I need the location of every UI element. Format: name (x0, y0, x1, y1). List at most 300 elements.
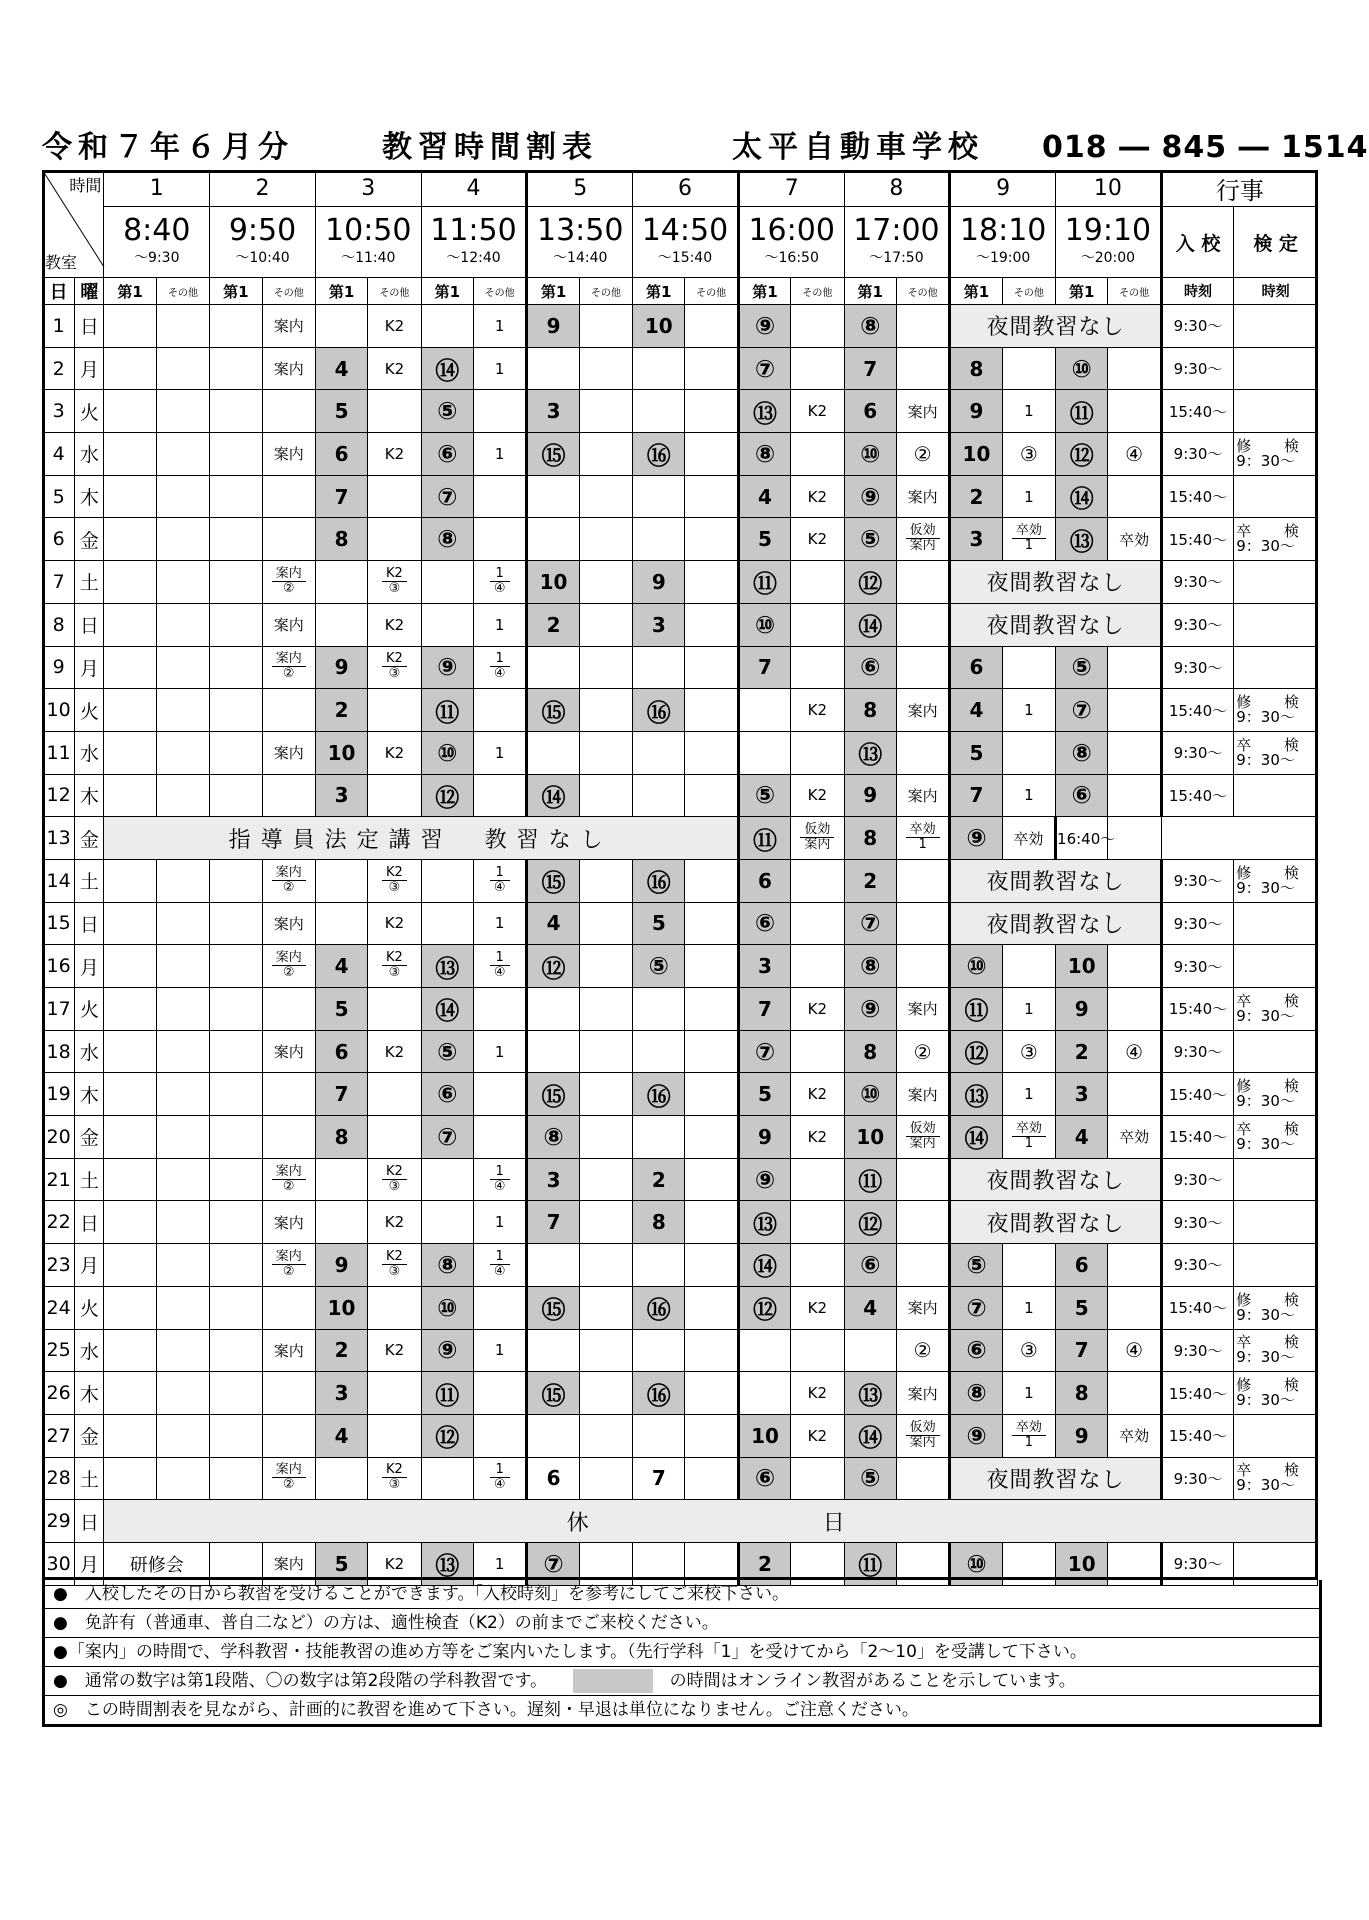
day-number: 9 (43, 646, 75, 689)
admit-time: 15:40～ (1161, 1073, 1234, 1116)
cell-room1 (104, 1073, 156, 1116)
period-number: 4 (421, 171, 527, 207)
cell-room1 (104, 390, 156, 433)
cell-room1: ⑮ (527, 859, 579, 902)
cell-room1: ⑫ (421, 774, 473, 817)
cell-other: 案内 (262, 1542, 315, 1585)
other-header: その他 (1108, 278, 1161, 305)
cell-room1 (527, 646, 579, 689)
cell-room1: 2 (1056, 1030, 1108, 1073)
cell-other (896, 1201, 949, 1244)
stacked-label: 仮効 案内 (800, 823, 834, 852)
day-of-week: 木 (75, 475, 104, 518)
period-start: 14:50 (641, 213, 729, 248)
cell-room1: ⑭ (844, 603, 896, 646)
cell-room1: ⑫ (1056, 433, 1108, 476)
cell-room1 (104, 774, 156, 817)
cell-room1: ⑬ (421, 1542, 473, 1585)
exam-header: 検 定 (1234, 207, 1318, 278)
day-number: 21 (43, 1158, 75, 1201)
cell-room1 (210, 433, 262, 476)
day-of-week: 木 (75, 1073, 104, 1116)
page-title (42, 128, 1369, 168)
cell-other: K2 (368, 347, 421, 390)
no-night-class: 夜間教習なし (950, 902, 1161, 945)
cell-other (579, 475, 632, 518)
cell-room1: ⑥ (738, 1457, 790, 1500)
cell-other (579, 1457, 632, 1500)
cell-other: ③ (1002, 433, 1055, 476)
cell-other (791, 1542, 844, 1585)
cell-room1 (210, 774, 262, 817)
cell-other: 1 (1002, 1372, 1055, 1415)
cell-other (791, 1244, 844, 1287)
admit-time: 9:30～ (1161, 305, 1234, 348)
stacked-label: 卒効 1 (1012, 1421, 1046, 1450)
day-of-week: 日 (75, 305, 104, 348)
cell-other (791, 1201, 844, 1244)
cell-other: 案内 (896, 774, 949, 817)
cell-other (156, 1116, 209, 1159)
cell-room1: 7 (1056, 1329, 1108, 1372)
cell-room1 (210, 988, 262, 1031)
day-number: 18 (43, 1030, 75, 1073)
cell-other (896, 518, 949, 561)
cell-other (156, 988, 209, 1031)
period-time (421, 207, 527, 278)
cell-other (368, 1158, 421, 1201)
cell-other (1108, 1286, 1161, 1329)
cell-room1: 6 (950, 646, 1002, 689)
table-row (43, 731, 1318, 774)
no-night-class: 夜間教習なし (950, 1201, 1161, 1244)
cell-room1: 10 (315, 1286, 367, 1329)
cell-other: 卒効 (1108, 1414, 1161, 1457)
cell-room1 (738, 1329, 790, 1372)
admit-time: 15:40～ (1161, 1116, 1234, 1159)
cell-room1 (210, 1030, 262, 1073)
cell-room1: 5 (633, 902, 685, 945)
cell-room1: ⑫ (738, 1286, 790, 1329)
cell-other (262, 1244, 315, 1287)
cell-other (896, 945, 949, 988)
cell-room1 (210, 305, 262, 348)
cell-room1 (104, 518, 156, 561)
cell-room1: ⑤ (421, 390, 473, 433)
period-end: ～16:50 (764, 250, 819, 266)
exam-time: 卒 検 9：30～ (1234, 518, 1318, 561)
cell-room1 (738, 689, 790, 732)
cell-other (579, 1201, 632, 1244)
period-start: 18:10 (959, 213, 1047, 248)
cell-other (262, 1372, 315, 1415)
cell-other (473, 689, 526, 732)
cell-room1: 7 (738, 988, 790, 1031)
table-row (43, 347, 1318, 390)
cell-room1: ⑤ (421, 1030, 473, 1073)
cell-room1 (104, 1244, 156, 1287)
admit-time: 15:40～ (1161, 518, 1234, 561)
period-end: ～20:00 (1080, 250, 1136, 266)
cell-other: ② (896, 433, 949, 476)
cell-other (685, 945, 738, 988)
cell-room1: 8 (950, 347, 1002, 390)
cell-room1: ⑥ (844, 646, 896, 689)
cell-room1: 6 (738, 859, 790, 902)
cell-other (685, 1542, 738, 1585)
cell-room1 (210, 1201, 262, 1244)
cell-other (368, 859, 421, 902)
cell-room1: ⑧ (738, 433, 790, 476)
table-row (43, 1158, 1318, 1201)
cell-other (1108, 1244, 1161, 1287)
cell-other: K2 (791, 1414, 844, 1457)
admit-time: 9:30～ (1161, 561, 1234, 604)
stacked-label: K2 ③ (382, 1463, 407, 1492)
timetable (42, 170, 1318, 1586)
cell-room1: 2 (950, 475, 1002, 518)
cell-room1: 2 (738, 1542, 790, 1585)
cell-other (579, 1073, 632, 1116)
cell-other: ② (896, 1329, 949, 1372)
cell-other (791, 1030, 844, 1073)
cell-room1: 9 (315, 1244, 367, 1287)
cell-room1: 2 (633, 1158, 685, 1201)
cell-other (156, 433, 209, 476)
cell-other: K2 (368, 902, 421, 945)
cell-room1: ⑭ (1056, 475, 1108, 518)
cell-room1: ⑭ (844, 1414, 896, 1457)
cell-room1: ⑭ (738, 1244, 790, 1287)
cell-room1: 7 (315, 475, 367, 518)
cell-room1 (421, 305, 473, 348)
cell-other (1002, 1116, 1055, 1159)
cell-room1: ⑯ (633, 433, 685, 476)
period-number: 8 (844, 171, 950, 207)
day-of-week: 土 (75, 859, 104, 902)
admit-time: 9:30～ (1161, 902, 1234, 945)
cell-other (156, 1457, 209, 1500)
cell-room1: ⑥ (950, 1329, 1002, 1372)
period-label: 時間 (69, 176, 102, 195)
cell-other (368, 1244, 421, 1287)
cell-room1: ⑨ (421, 646, 473, 689)
cell-room1: ⑧ (421, 518, 473, 561)
day-number: 15 (43, 902, 75, 945)
day-number: 20 (43, 1116, 75, 1159)
cell-room1 (315, 603, 367, 646)
cell-other (685, 561, 738, 604)
cell-room1 (527, 1414, 579, 1457)
period-number: 3 (315, 171, 421, 207)
cell-room1 (633, 1244, 685, 1287)
cell-other (1108, 731, 1161, 774)
cell-room1: 8 (844, 817, 896, 860)
cell-other (896, 1542, 949, 1585)
cell-room1 (104, 475, 156, 518)
cell-other (156, 646, 209, 689)
cell-other: 案内 (262, 902, 315, 945)
stacked-label: 1 ④ (490, 866, 510, 895)
cell-room1: ⑩ (950, 1542, 1002, 1585)
period-number: 5 (527, 171, 633, 207)
no-night-class: 夜間教習なし (950, 603, 1161, 646)
exam-time (1234, 305, 1318, 348)
table-row (43, 1286, 1318, 1329)
no-night-class: 夜間教習なし (950, 1457, 1161, 1500)
cell-room1: 8 (844, 689, 896, 732)
period-time (844, 207, 950, 278)
cell-other (473, 1116, 526, 1159)
stacked-label: 案内 ② (272, 1250, 306, 1279)
admit-time: 9:30～ (1161, 1030, 1234, 1073)
cell-room1: ⑧ (950, 1372, 1002, 1415)
day-of-week: 水 (75, 1030, 104, 1073)
cell-other (579, 774, 632, 817)
cell-other (473, 945, 526, 988)
cell-room1: ⑥ (844, 1244, 896, 1287)
day-number: 24 (43, 1286, 75, 1329)
admit-time: 9:30～ (1161, 603, 1234, 646)
cell-room1: 5 (315, 988, 367, 1031)
cell-other (156, 561, 209, 604)
cell-room1 (421, 1457, 473, 1500)
cell-room1: 10 (1056, 1542, 1108, 1585)
cell-room1: 5 (950, 731, 1002, 774)
cell-other (685, 1457, 738, 1500)
admit-time: 15:40～ (1161, 774, 1234, 817)
cell-room1: 7 (738, 646, 790, 689)
other-header: その他 (685, 278, 738, 305)
no-night-class: 夜間教習なし (950, 305, 1161, 348)
cell-other: 案内 (262, 603, 315, 646)
cell-other (685, 859, 738, 902)
notes (42, 1580, 1322, 1727)
period-number: 7 (738, 171, 844, 207)
cell-room1: ⑬ (844, 1372, 896, 1415)
cell-room1 (104, 1414, 156, 1457)
cell-room1 (104, 731, 156, 774)
cell-other (156, 305, 209, 348)
cell-room1: 5 (315, 390, 367, 433)
cell-room1: ⑭ (421, 347, 473, 390)
cell-room1 (104, 1158, 156, 1201)
admit-time: 9:30～ (1161, 1201, 1234, 1244)
admit-time: 15:40～ (1161, 1372, 1234, 1415)
cell-other (685, 347, 738, 390)
cell-room1: ⑮ (527, 433, 579, 476)
stacked-label: 1 ④ (490, 567, 510, 596)
cell-other (473, 1073, 526, 1116)
cell-other (896, 902, 949, 945)
cell-room1: 8 (315, 518, 367, 561)
cell-other (791, 561, 844, 604)
cell-room1 (633, 988, 685, 1031)
cell-room1 (633, 475, 685, 518)
cell-other (896, 731, 949, 774)
cell-room1: ⑦ (950, 1286, 1002, 1329)
cell-room1: ⑩ (844, 1073, 896, 1116)
cell-other (473, 475, 526, 518)
cell-other (262, 945, 315, 988)
cell-other (262, 1158, 315, 1201)
cell-room1 (210, 1158, 262, 1201)
cell-other (685, 433, 738, 476)
cell-other (368, 1116, 421, 1159)
stacked-label: 卒効 1 (906, 823, 940, 852)
cell-other (685, 1244, 738, 1287)
admit-header: 入 校 (1161, 207, 1234, 278)
cell-room1: ⑫ (950, 1030, 1002, 1073)
cell-room1: 4 (1056, 1116, 1108, 1159)
cell-room1: ⑧ (527, 1116, 579, 1159)
cell-other (262, 475, 315, 518)
title-name: 教習時間割表 (382, 130, 598, 165)
admit-time: 9:30～ (1161, 1542, 1234, 1585)
cell-other (368, 1457, 421, 1500)
cell-other: 案内 (262, 305, 315, 348)
period-time (633, 207, 739, 278)
dow-header: 曜 (75, 278, 104, 305)
table-row (43, 774, 1318, 817)
cell-room1 (633, 1116, 685, 1159)
day-of-week: 金 (75, 1414, 104, 1457)
period-start: 17:00 (853, 213, 940, 248)
day-of-week: 水 (75, 1329, 104, 1372)
cell-other: 案内 (262, 1329, 315, 1372)
cell-room1 (633, 1329, 685, 1372)
cell-other (156, 347, 209, 390)
cell-other (685, 518, 738, 561)
period-start: 19:10 (1064, 213, 1152, 248)
note-3: ●「案内」の時間で、学科教習・技能教習の進め方等をご案内いたします。（先行学科「1」を受けてから「2～10」を受講して下さい。 (45, 1638, 1319, 1667)
period-time (950, 207, 1056, 278)
cell-other (156, 518, 209, 561)
cell-other (156, 1414, 209, 1457)
stacked-label: 1 ④ (490, 951, 510, 980)
cell-other (1108, 1372, 1161, 1415)
cell-other: ③ (1002, 1329, 1055, 1372)
cell-room1: ⑯ (633, 1073, 685, 1116)
period-end: ～14:40 (553, 250, 608, 266)
cell-other: 1 (473, 1030, 526, 1073)
period-number: 9 (950, 171, 1056, 207)
admit-time: 15:40～ (1161, 689, 1234, 732)
cell-room1: ⑦ (738, 1030, 790, 1073)
cell-room1: ⑩ (950, 945, 1002, 988)
cell-room1: ⑦ (1056, 689, 1108, 732)
admit-time: 9:30～ (1161, 347, 1234, 390)
exam-time (1234, 774, 1318, 817)
cell-room1: 9 (1056, 1414, 1108, 1457)
cell-room1 (633, 731, 685, 774)
cell-room1 (210, 731, 262, 774)
cell-room1: ⑦ (421, 475, 473, 518)
cell-room1: ⑭ (421, 988, 473, 1031)
cell-other (368, 988, 421, 1031)
cell-other: 1 (1002, 1286, 1055, 1329)
day-number: 7 (43, 561, 75, 604)
cell-room1: ⑤ (844, 1457, 896, 1500)
cell-room1 (527, 988, 579, 1031)
cell-room1: 7 (315, 1073, 367, 1116)
cell-room1: 4 (315, 347, 367, 390)
admit-time: 15:40～ (1161, 390, 1234, 433)
cell-other: K2 (368, 1201, 421, 1244)
cell-room1 (527, 475, 579, 518)
cell-other (1108, 646, 1161, 689)
cell-other (685, 1073, 738, 1116)
table-row (43, 561, 1318, 604)
admit-time: 9:30～ (1161, 945, 1234, 988)
cell-room1 (421, 1158, 473, 1201)
cell-other: K2 (791, 1073, 844, 1116)
cell-room1: 10 (1056, 945, 1108, 988)
cell-room1: ⑪ (738, 561, 790, 604)
cell-room1: 6 (315, 433, 367, 476)
cell-training: 研修会 (104, 1542, 210, 1585)
cell-other (579, 1116, 632, 1159)
cell-other: K2 (791, 774, 844, 817)
cell-room1 (104, 561, 156, 604)
events-header: 行事 (1161, 171, 1317, 207)
cell-other (156, 689, 209, 732)
day-of-week: 木 (75, 1372, 104, 1415)
cell-room1 (315, 1457, 367, 1500)
exam-time: 修 検 9：30～ (1234, 1073, 1318, 1116)
exam-time (1234, 1158, 1318, 1201)
table-row (43, 1542, 1318, 1585)
day-of-week: 月 (75, 945, 104, 988)
cell-room1: ⑥ (421, 433, 473, 476)
holiday-banner: 休 日 (104, 1500, 1318, 1543)
cell-room1 (315, 859, 367, 902)
table-row (43, 1073, 1318, 1116)
period-start: 13:50 (536, 213, 624, 248)
cell-room1: 5 (738, 518, 790, 561)
stacked-label: K2 ③ (382, 1250, 407, 1279)
cell-other (473, 774, 526, 817)
day-number: 30 (43, 1542, 75, 1585)
day-of-week: 金 (75, 1116, 104, 1159)
cell-room1 (738, 1372, 790, 1415)
cell-other (1108, 774, 1161, 817)
cell-room1 (315, 305, 367, 348)
stacked-label: 案内 ② (272, 951, 306, 980)
cell-other (368, 561, 421, 604)
cell-room1: 7 (633, 1457, 685, 1500)
exam-time (1234, 561, 1318, 604)
stacked-label: 卒効 1 (1012, 1122, 1046, 1151)
day-of-week: 金 (75, 817, 104, 860)
cell-other: 1 (473, 1542, 526, 1585)
cell-other (685, 988, 738, 1031)
cell-other (156, 774, 209, 817)
cell-other (156, 1244, 209, 1287)
stacked-label: 仮効 案内 (906, 1421, 940, 1450)
cell-other (685, 1116, 738, 1159)
cell-room1: 4 (315, 1414, 367, 1457)
cell-other (685, 1286, 738, 1329)
exam-time (1234, 1542, 1318, 1585)
cell-room1: ⑬ (844, 731, 896, 774)
cell-room1: ⑬ (738, 390, 790, 433)
cell-other: 1 (473, 1201, 526, 1244)
day-number: 16 (43, 945, 75, 988)
cell-other (262, 689, 315, 732)
day-number: 26 (43, 1372, 75, 1415)
cell-room1: 2 (315, 689, 367, 732)
